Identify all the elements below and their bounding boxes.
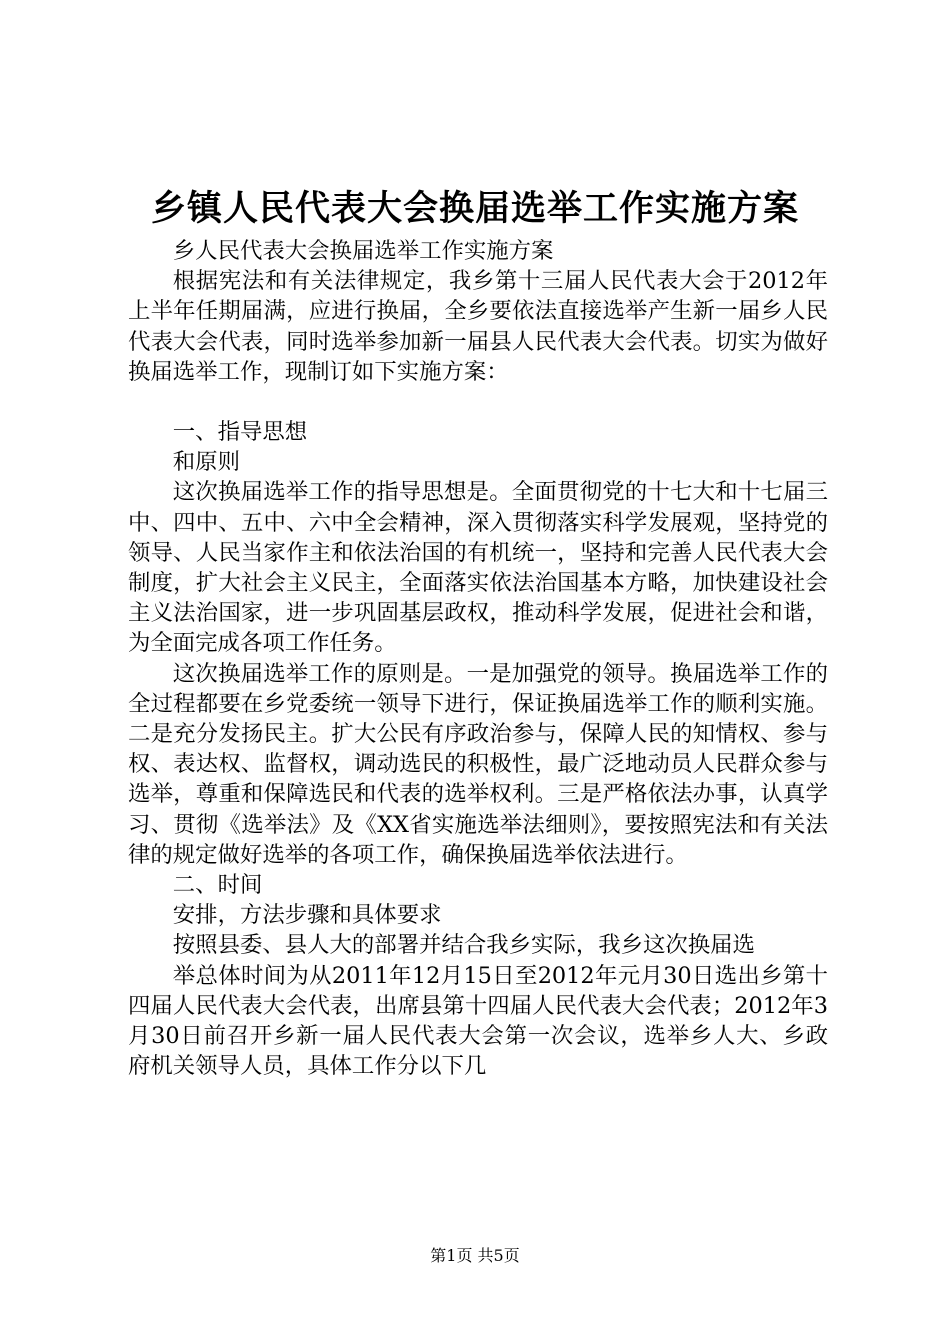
paragraph-schedule-intro: 按照县委、县人大的部署并结合我乡实际，我乡这次换届选 (172, 932, 755, 959)
paragraph-principles: 这次换届选举工作的原则是。一是加强党的领导。换届选举工作的全过程都要在乡党委统一领导下进行，保证换届选举工作的顺利实施。二是充分发扬民主。扩大公民有序政治参与，保障人民的知情权、参与权、表达权、监督权，调动选民的积极性，最广泛地动员人民群众参与选举，尊重和保障选民和代表的选举权利。三是严格依法办事，认真学习、贯彻《选举法》及《XX省实施选举法细则》，要按照宪法和有关法律的规定做好选举的各项工作，确保换届选举依法进行。 (128, 660, 828, 868)
section-heading-1: 一、指导思想 (172, 419, 308, 446)
paragraph-intro: 根据宪法和有关法律规定，我乡第十三届人民代表大会于2012年上半年任期届满，应进行换届，全乡要依法直接选举产生新一届乡人民代表大会代表，同时选举参加新一届县人民代表大会代表。切实为做好换届选举工作，现制订如下实施方案： (128, 268, 828, 385)
document-body (128, 236, 828, 1081)
paragraph-subtitle: 乡人民代表大会换届选举工作实施方案 (172, 238, 554, 264)
paragraph-schedule: 举总体时间为从2011年12月15日至2012年元月30日选出乡第十四届人民代表大会代表，出席县第十四届人民代表大会代表；2012年3月30日前召开乡新一届人民代表大会第一次会议，选举乡人大、乡政府机关领导人员，具体工作分以下几 (128, 962, 828, 1080)
page-footer: 第1页 共5页 (430, 1246, 520, 1265)
paragraph-guiding-thought: 这次换届选举工作的指导思想是。全面贯彻党的十七大和十七届三中、四中、五中、六中全会精神，深入贯彻落实科学发展观，坚持党的领导、人民当家作主和依法治国的有机统一，坚持和完善人民代表大会制度，扩大社会主义民主，全面落实依法治国基本方略，加快建设社会主义法治国家，进一步巩固基层政权，推动科学发展，促进社会和谐，为全面完成各项工作任务。 (128, 479, 828, 657)
section-heading-2: 二、时间 (172, 872, 263, 899)
document-title: 乡镇人民代表大会换届选举工作实施方案 (150, 188, 799, 229)
section-heading-1-cont: 和原则 (172, 449, 240, 476)
section-heading-2-cont: 安排，方法步骤和具体要求 (172, 902, 442, 929)
